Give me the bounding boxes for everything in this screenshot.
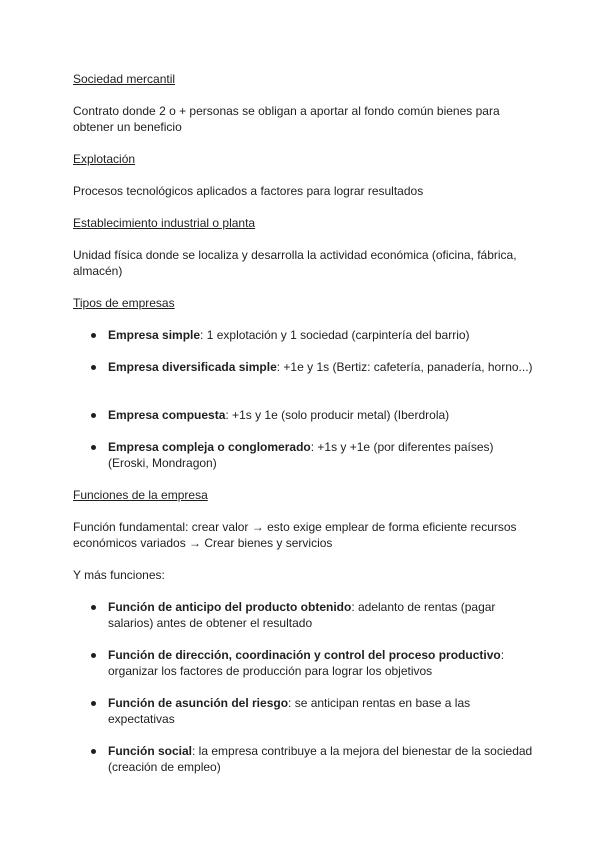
list-item	[73, 695, 533, 727]
paragraph-mas-funciones: Y más funciones:	[73, 568, 165, 582]
funciones-list	[73, 599, 533, 631]
funciones-list	[73, 695, 533, 727]
list-item-desc: : organizar los factores de producción para lograr los objetivos	[108, 648, 505, 678]
heading-sociedad-mercantil: Sociedad mercantil	[73, 72, 176, 86]
list-item-desc: : +1e y 1s (Bertiz: cafetería, panadería, horno...)	[276, 360, 533, 374]
heading-establecimiento: Establecimiento industrial o planta	[73, 216, 256, 230]
tipos-empresas-list	[73, 439, 533, 471]
paragraph-sociedad-mercantil: Contrato donde 2 o + personas se obligan a aportar al fondo común bienes para obtener un beneficio	[73, 104, 500, 134]
list-item	[73, 743, 533, 775]
list-item-term: Empresa diversificada simple	[108, 360, 277, 374]
list-item	[73, 439, 533, 471]
heading-explotacion: Explotación	[73, 152, 136, 166]
list-item-desc: : +1s y 1e (solo producir metal) (Iberdrola)	[225, 408, 450, 422]
bullet-icon	[91, 749, 96, 754]
bullet-icon	[91, 413, 96, 418]
funciones-list	[73, 647, 533, 679]
list-item-term: Empresa compuesta	[108, 408, 226, 422]
paragraph-establecimiento: Unidad física donde se localiza y desarrolla la actividad económica (oficina, fábrica, almacén)	[73, 248, 517, 278]
funciones-list	[73, 743, 533, 775]
tipos-empresas-list	[73, 407, 533, 423]
list-item-term: Función de anticipo del producto obtenido	[108, 600, 352, 614]
list-item-desc: : la empresa contribuye a la mejora del bienestar de la sociedad (creación de empleo)	[108, 744, 533, 774]
list-item-desc: : 1 explotación y 1 sociedad (carpintería del barrio)	[200, 328, 470, 342]
heading-tipos-empresas: Tipos de empresas	[73, 296, 175, 310]
list-item-term: Función de dirección, coordinación y control del proceso productivo	[108, 648, 501, 662]
paragraph-funcion-fundamental: Función fundamental: crear valor → esto exige emplear de forma eficiente recursos económicos variados → Crear bienes y servicios	[73, 520, 517, 550]
list-item-term: Empresa compleja o conglomerado	[108, 440, 311, 454]
list-item	[73, 599, 533, 631]
bullet-icon	[91, 701, 96, 706]
heading-funciones-empresa: Funciones de la empresa	[73, 488, 208, 502]
bullet-icon	[91, 333, 96, 338]
list-item-term: Función de asunción del riesgo	[108, 696, 289, 710]
list-item	[73, 407, 533, 423]
list-item-term: Función social	[108, 744, 193, 758]
paragraph-explotacion: Procesos tecnológicos aplicados a factores para lograr resultados	[73, 184, 424, 198]
bullet-icon	[91, 605, 96, 610]
list-item-desc: : adelanto de rentas (pagar salarios) antes de obtener el resultado	[108, 600, 496, 630]
bullet-icon	[91, 445, 96, 450]
list-item-desc: : se anticipan rentas en base a las expectativas	[108, 696, 471, 726]
list-item	[73, 327, 533, 343]
tipos-empresas-list	[73, 359, 533, 375]
tipos-empresas-list	[73, 327, 533, 343]
bullet-icon	[91, 653, 96, 658]
bullet-icon	[91, 365, 96, 370]
list-item	[73, 647, 533, 679]
list-item	[73, 359, 533, 375]
list-item-desc: : +1s y +1e (por diferentes países) (Eroski, Mondragon)	[108, 440, 494, 470]
list-item-term: Empresa simple	[108, 328, 201, 342]
